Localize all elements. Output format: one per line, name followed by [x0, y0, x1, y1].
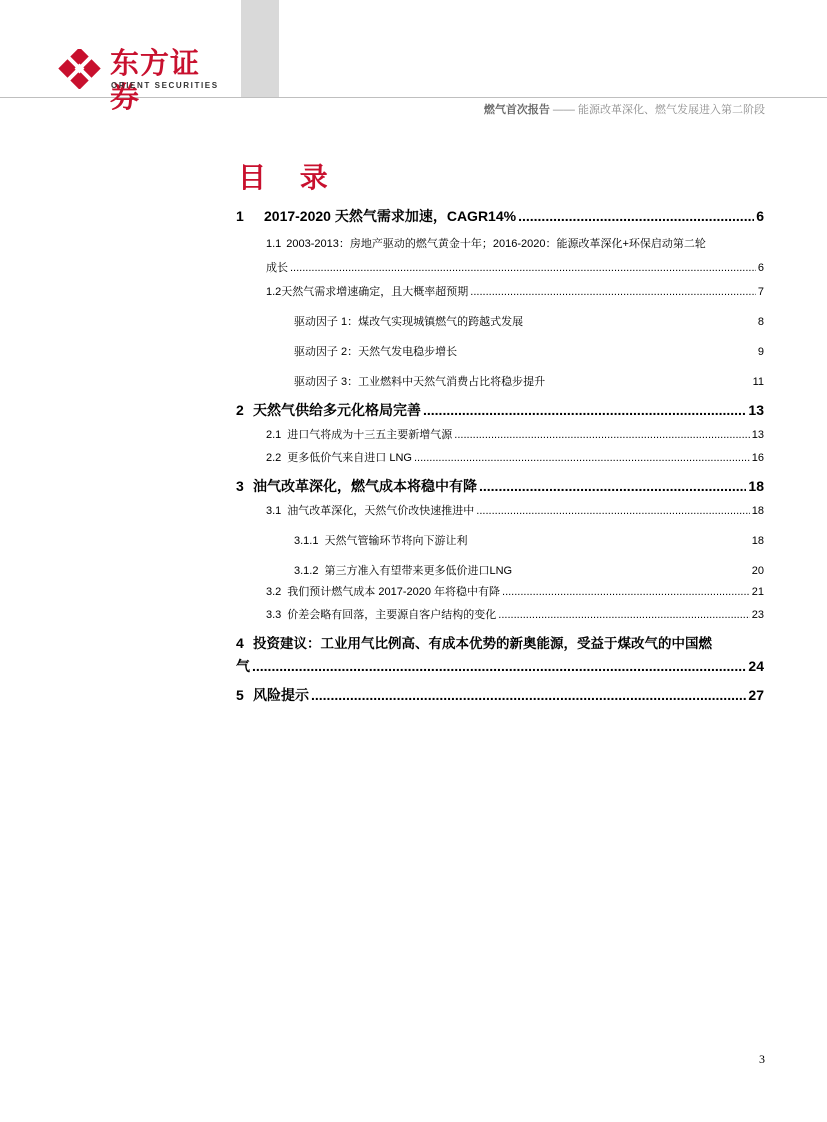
toc-entry-1-2[interactable] [236, 283, 764, 299]
report-type: 燃气首次报告 [483, 104, 550, 116]
toc-entry-number: 2.2 [266, 452, 282, 464]
toc-entry-number: 3 [236, 478, 244, 494]
toc-entry-number: 1.1 [266, 238, 282, 250]
toc-leader-dots [423, 402, 746, 418]
toc-leader-dots [454, 429, 749, 441]
toc-entry-5[interactable] [236, 685, 764, 705]
toc-entry-2[interactable] [236, 400, 764, 420]
toc-entry-page: 20 [751, 565, 764, 577]
toc-entry-number: 2.1 [266, 429, 282, 441]
toc-leader-dots [518, 208, 754, 224]
report-subtitle: 能源改革深化、燃气发展进入第二阶段 [578, 104, 765, 116]
toc-entry-number: 3.1.1 [294, 535, 319, 547]
toc-entry-page: 9 [757, 346, 764, 358]
toc-entry-page: 27 [748, 687, 764, 703]
toc-entry-text: 油气改革深化，燃气成本将稳中有降 [253, 478, 477, 494]
toc-entry-number: 3.3 [266, 609, 282, 621]
toc-entry-driver-3[interactable] [236, 373, 764, 389]
toc-entry-2-2[interactable] [236, 449, 764, 465]
toc-entry-4[interactable] [236, 632, 764, 652]
toc-entry-1-1[interactable] [236, 235, 764, 251]
toc-leader-dots [414, 452, 750, 464]
toc-leader-dots [252, 658, 746, 674]
toc-entry-page: 13 [748, 402, 764, 418]
toc-entry-3-2[interactable] [236, 583, 764, 599]
header-gray-band [241, 0, 279, 98]
toc-leader-dots [311, 687, 746, 703]
toc-entry-page: 11 [752, 376, 764, 388]
toc-title: 目 录 [238, 161, 340, 194]
toc-entry-page: 23 [751, 609, 764, 621]
toc-entry-text: 天然气管输环节将向下游让利 [324, 535, 468, 547]
orient-securities-logo [58, 45, 219, 114]
toc-entry-3-3[interactable] [236, 606, 764, 622]
toc-entry-driver-1[interactable] [236, 313, 764, 329]
toc-entry-text: 天然气需求增速确定，且大概率超预期 [281, 286, 469, 298]
toc-entry-text-continued: 气 [236, 658, 250, 674]
toc-entry-3-1-1[interactable] [236, 532, 764, 548]
toc-entry-page: 6 [757, 262, 764, 274]
report-header-title [484, 101, 765, 117]
report-title-separator: —— [549, 104, 578, 116]
toc-entry-page: 13 [751, 429, 764, 441]
toc-entry-3[interactable] [236, 476, 764, 496]
toc-entry-4-continued[interactable] [236, 656, 764, 676]
page-number: 3 [759, 1052, 765, 1066]
logo-english-name: ORIENT SECURITIES [111, 81, 219, 90]
toc-entry-page: 16 [751, 452, 764, 464]
toc-entry-3-1[interactable] [236, 502, 764, 518]
toc-leader-dots [470, 286, 756, 298]
toc-entry-number: 4 [236, 635, 244, 651]
toc-entry-text: 价差会略有回落，主要源自客户结构的变化 [287, 609, 497, 621]
toc-entry-text: 驱动因子 3：工业燃料中天然气消费占比将稳步提升 [294, 376, 546, 388]
toc-entry-text: 我们预计燃气成本 2017-2020 年将稳中有降 [287, 586, 501, 598]
toc-leader-dots [476, 505, 749, 517]
toc-entry-text: 第三方准入有望带来更多低价进口LNG [324, 565, 513, 577]
toc-entry-text: 更多低价气来自进口 LNG [287, 452, 412, 464]
toc-entry-number: 5 [236, 687, 244, 703]
toc-entry-text: 投资建议：工业用气比例高、有成本优势的新奥能源，受益于煤改气的中国燃 [253, 636, 712, 651]
toc-entry-page: 18 [748, 478, 764, 494]
orient-logo-icon [58, 49, 106, 89]
toc-entry-driver-2[interactable] [236, 343, 764, 359]
toc-entry-page: 18 [751, 505, 764, 517]
toc-entry-number: 1.2 [266, 286, 282, 298]
toc-entry-page: 7 [757, 286, 764, 298]
toc-entry-number: 1 [236, 208, 244, 224]
table-of-contents [236, 206, 764, 705]
toc-entry-text: 驱动因子 1：煤改气实现城镇燃气的跨越式发展 [294, 316, 524, 328]
toc-entry-3-1-2[interactable] [236, 562, 764, 578]
toc-entry-number: 3.1.2 [294, 565, 319, 577]
toc-entry-2-1[interactable] [236, 426, 764, 442]
toc-entry-1-1-continued[interactable] [236, 259, 764, 275]
toc-entry-page: 18 [751, 535, 764, 547]
logo-chinese-name: 东方证券 [110, 46, 201, 114]
toc-leader-dots [498, 609, 749, 621]
toc-entry-text: 天然气供给多元化格局完善 [253, 402, 421, 418]
toc-entry-page: 6 [756, 208, 764, 224]
toc-entry-text: 2003-2013：房地产驱动的燃气黄金十年；2016-2020：能源改革深化+环保启动第二轮 [286, 238, 706, 250]
toc-leader-dots [290, 262, 756, 274]
toc-entry-text: 进口气将成为十三五主要新增气源 [287, 429, 453, 441]
toc-entry-number: 2 [236, 402, 244, 418]
toc-entry-page: 24 [748, 658, 764, 674]
toc-entry-text: 2017-2020 天然气需求加速，CAGR14% [264, 208, 517, 224]
toc-entry-page: 8 [757, 316, 764, 328]
toc-entry-number: 3.2 [266, 586, 282, 598]
toc-entry-text-continued: 成长 [266, 262, 288, 274]
toc-leader-dots [502, 586, 750, 598]
toc-leader-dots [479, 478, 746, 494]
toc-entry-text: 风险提示 [253, 687, 309, 703]
toc-entry-number: 3.1 [266, 505, 282, 517]
toc-entry-page: 21 [751, 586, 764, 598]
toc-entry-1[interactable] [236, 206, 764, 226]
toc-entry-text: 油气改革深化，天然气价改快速推进中 [287, 505, 475, 517]
toc-entry-text: 驱动因子 2：天然气发电稳步增长 [294, 346, 458, 358]
